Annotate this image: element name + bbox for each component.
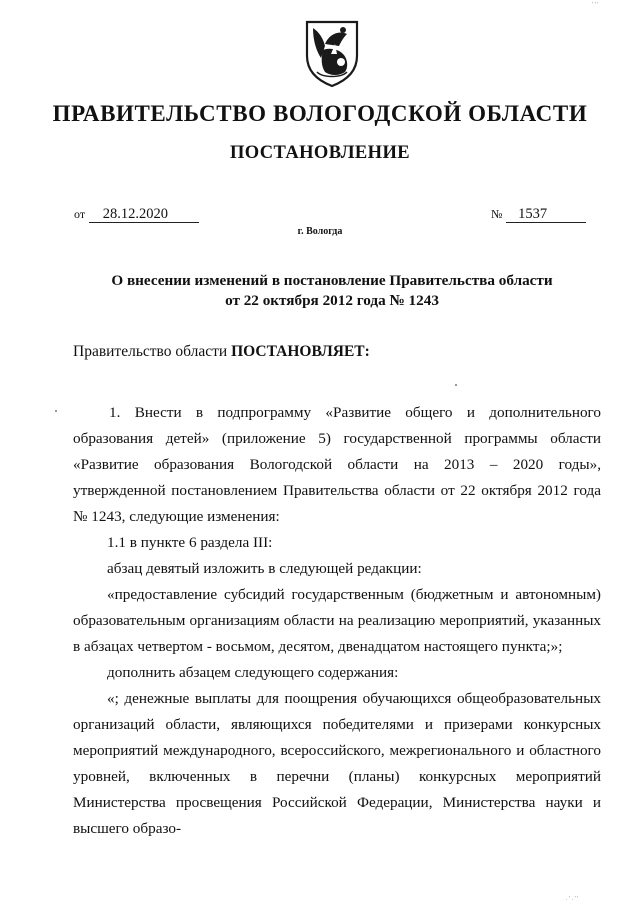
- paragraph-4: «предоставление субсидий государственным (бюджетным и автономным) образовательным организациям области на реализацию мероприятий, указанных в абзацах четвертом - восьмом, десятом, двенадцатом настоящего пункта;»;: [73, 586, 601, 655]
- document-date: 28.12.2020: [89, 207, 199, 223]
- coat-of-arms-icon: [301, 18, 363, 88]
- date-row: [74, 206, 199, 223]
- document-number: 1537: [506, 207, 586, 223]
- number-row: [491, 206, 586, 223]
- paragraph-1: 1. Внести в подпрограмму «Развитие общего и дополнительного образования детей» (приложение 5) государственной программы области «Развитие образования Вологодской области на 2013 – 2020 годы», утвержденной постановлением Правительства области от 22 октября 2012 года № 1243, следующие изменения:: [73, 404, 601, 525]
- decree-verb: ПОСТАНОВЛЯЕТ:: [231, 343, 370, 360]
- scan-corner-mark: . ' . ' ': [566, 896, 579, 902]
- city: г. Вологда: [297, 226, 343, 237]
- scan-speck: [455, 384, 457, 386]
- date-prefix: от: [74, 207, 86, 221]
- scan-speck: [55, 410, 57, 412]
- paragraph-2: 1.1 в пункте 6 раздела III:: [107, 534, 273, 551]
- paragraph-5: дополнить абзацем следующего содержания:: [107, 664, 399, 681]
- document-body: [73, 400, 601, 842]
- paragraph-6: «; денежные выплаты для поощрения обучающихся общеобразовательных организаций области, являющихся победителями и призерами конкурсных мероприятий международного, всероссийского, межрегионального и областного уровней, включенных в перечни (планы) конкурсных мероприятий Министерства просвещения Российской Федерации, Министерства науки и высшего образо-: [73, 690, 601, 837]
- paragraph-3: абзац девятый изложить в следующей редакции:: [107, 560, 422, 577]
- decree-statement: [73, 343, 370, 361]
- decree-lead: Правительство области: [73, 343, 228, 360]
- document-type: ПОСТАНОВЛЕНИЕ: [229, 143, 410, 163]
- number-prefix: №: [491, 207, 503, 221]
- subject-line-1: О внесении изменений в постановление Правительства области: [111, 272, 553, 289]
- document-subject: [80, 271, 584, 311]
- subject-line-2: от 22 октября 2012 года № 1243: [225, 292, 439, 309]
- scan-corner-mark: ' ' ': [592, 2, 599, 8]
- organization-title: ПРАВИТЕЛЬСТВО ВОЛОГОДСКОЙ ОБЛАСТИ: [52, 101, 588, 126]
